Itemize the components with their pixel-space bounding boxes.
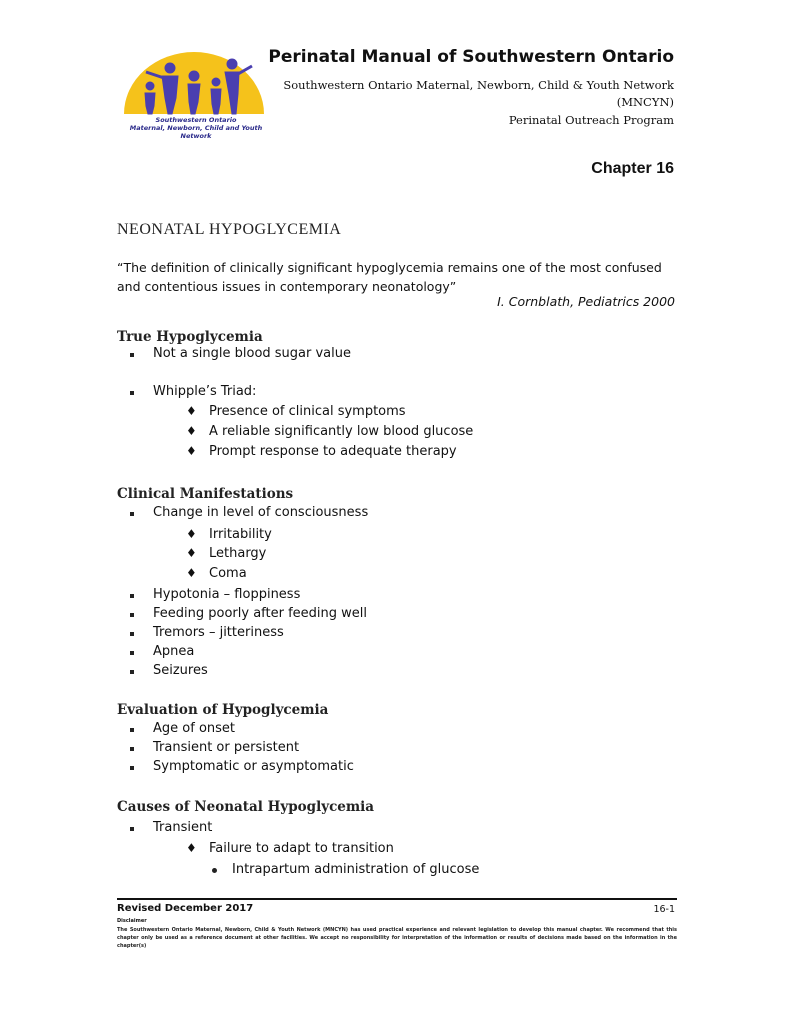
list-subitem: ♦ Presence of clinical symptoms [186, 404, 406, 419]
list-item: Age of onset [153, 721, 235, 736]
square-bullet-icon [130, 613, 134, 617]
square-bullet-icon [130, 594, 134, 598]
list-item: Whipple’s Triad: [153, 384, 256, 399]
logo-caption-line2: Maternal, Newborn, Child and Youth Network [129, 124, 263, 140]
section-heading-evaluation: Evaluation of Hypoglycemia [117, 702, 329, 718]
list-item: Change in level of consciousness [153, 505, 368, 520]
list-item: Symptomatic or asymptomatic [153, 759, 354, 774]
quote-citation: I. Cornblath, Pediatrics 2000 [497, 294, 675, 309]
program-name: Perinatal Outreach Program [508, 113, 674, 127]
square-bullet-icon [130, 747, 134, 751]
network-line1: Southwestern Ontario Maternal, Newborn, Child & Youth Network [283, 78, 674, 92]
round-bullet-icon [212, 868, 217, 873]
list-subitem: ♦ Lethargy [186, 546, 267, 561]
square-bullet-icon [130, 766, 134, 770]
list-item: Seizures [153, 663, 208, 678]
diamond-bullet-icon: ♦ [186, 444, 197, 458]
revision-date: Revised December 2017 [117, 903, 254, 914]
logo-caption [126, 116, 266, 140]
list-item: Feeding poorly after feeding well [153, 606, 367, 621]
chapter-label: Chapter 16 [591, 160, 674, 177]
list-subitem: ♦ A reliable significantly low blood glucose [186, 424, 474, 439]
document-title: NEONATAL HYPOGLYCEMIA [117, 221, 342, 238]
list-subitem: ♦ Failure to adapt to transition [186, 841, 394, 856]
section-heading-clinical-manifestations: Clinical Manifestations [117, 486, 294, 502]
square-bullet-icon [130, 512, 134, 516]
square-bullet-icon [130, 651, 134, 655]
network-name [283, 77, 674, 111]
square-bullet-icon [130, 391, 134, 395]
square-bullet-icon [130, 353, 134, 357]
diamond-bullet-icon: ♦ [186, 841, 197, 855]
list-subitem: ♦ Prompt response to adequate therapy [186, 444, 457, 459]
disclaimer-label: Disclaimer [117, 918, 147, 924]
section-heading-causes: Causes of Neonatal Hypoglycemia [117, 799, 375, 815]
list-item: Tremors – jitteriness [153, 625, 284, 640]
list-item: Not a single blood sugar value [153, 346, 351, 361]
quote: “The definition of clinically significant hypoglycemia remains one of the most confused and contentious issues in contemporary neonatology” [117, 260, 662, 294]
square-bullet-icon [130, 632, 134, 636]
square-bullet-icon [130, 728, 134, 732]
list-subitem: ♦ Irritability [186, 527, 272, 542]
section-heading-true-hypoglycemia: True Hypoglycemia [117, 329, 263, 345]
disclaimer-text: The Southwestern Ontario Maternal, Newborn, Child & Youth Network (MNCYN) has used practical experience and relevant legislation to develop this manual chapter. We recommend that this chapter only be used as a reference document at other facilities. We accept no responsibility for interpretation of the information or results of decisions made based on the information in the chapter(s) [117, 927, 677, 949]
list-item: Hypotonia – floppiness [153, 587, 300, 602]
footer-divider [117, 898, 677, 900]
logo-caption-line1: Southwestern Ontario [155, 116, 237, 124]
manual-title: Perinatal Manual of Southwestern Ontario [268, 47, 674, 67]
diamond-bullet-icon: ♦ [186, 424, 197, 438]
diamond-bullet-icon: ♦ [186, 527, 197, 541]
diamond-bullet-icon: ♦ [186, 566, 197, 580]
list-item: Apnea [153, 644, 194, 659]
list-item: Transient [153, 820, 212, 835]
list-item: Transient or persistent [153, 740, 299, 755]
diamond-bullet-icon: ♦ [186, 546, 197, 560]
page-number: 16-1 [653, 904, 675, 915]
square-bullet-icon [130, 670, 134, 674]
network-line2: (MNCYN) [616, 95, 674, 109]
list-subitem: ♦ Coma [186, 566, 247, 581]
diamond-bullet-icon: ♦ [186, 404, 197, 418]
square-bullet-icon [130, 827, 134, 831]
list-subsubitem: Intrapartum administration of glucose [232, 862, 479, 877]
